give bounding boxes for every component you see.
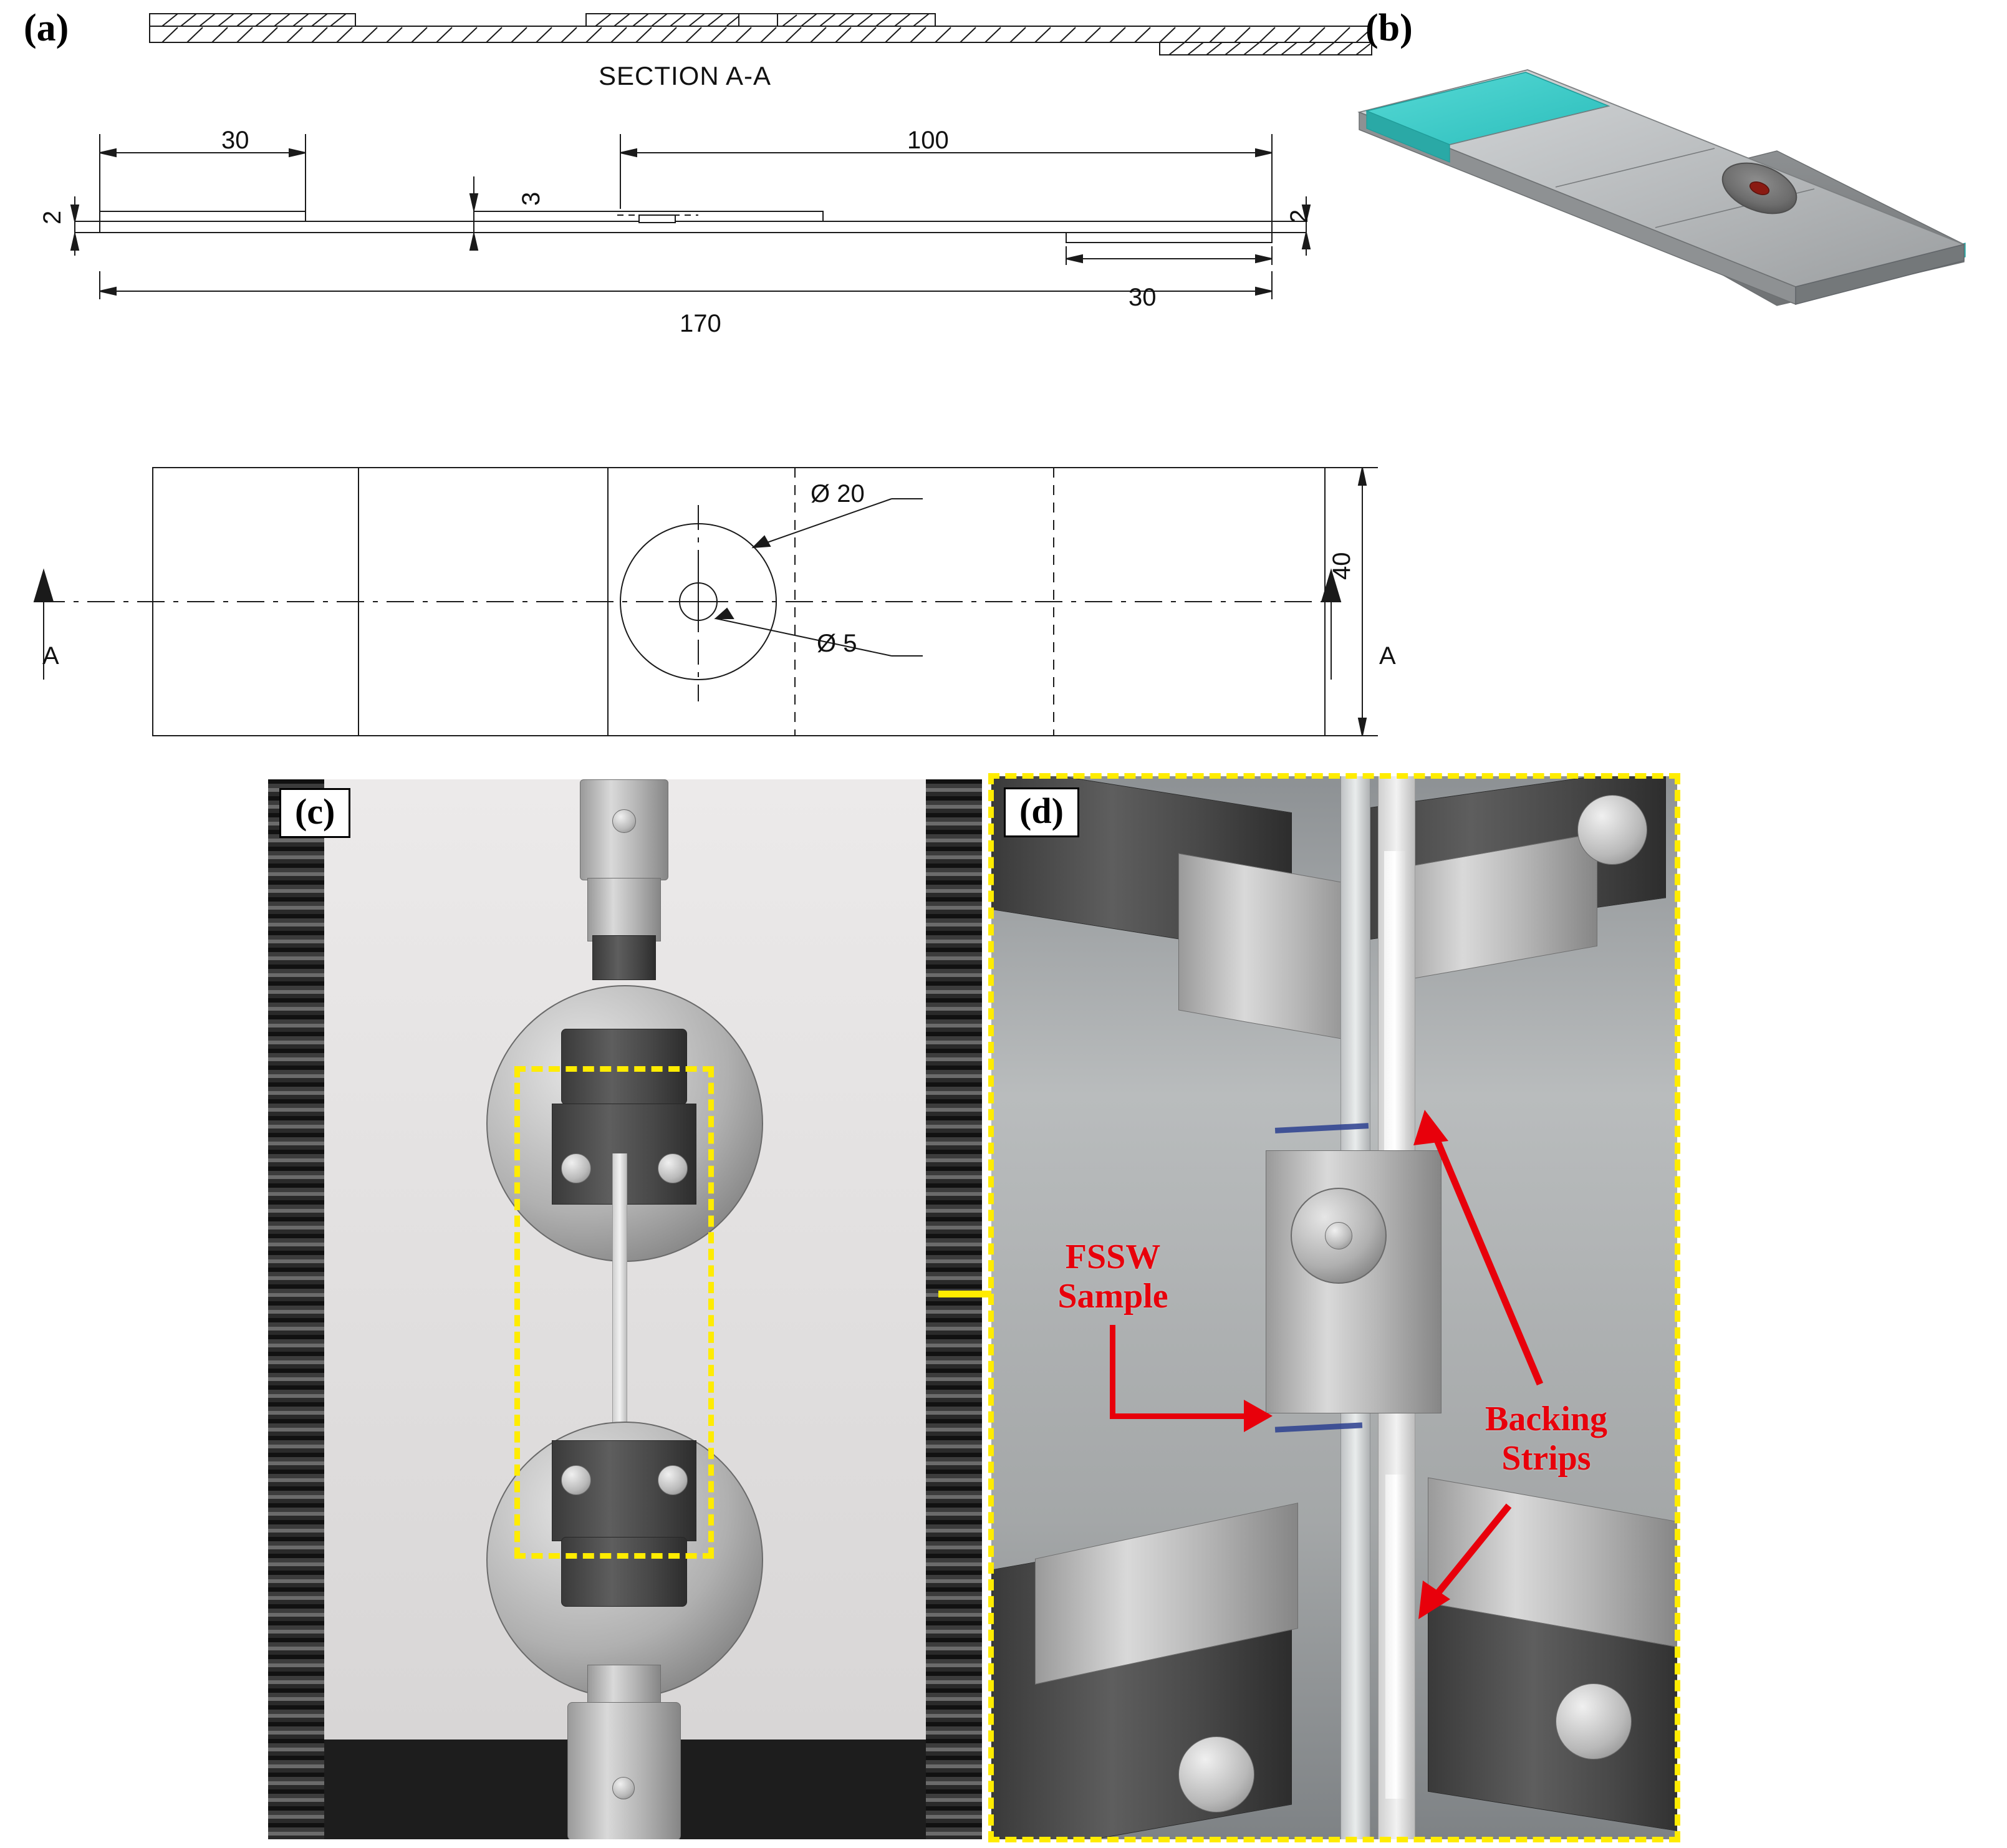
dim-total-length: 170 xyxy=(680,310,721,337)
fssw-sample-label-line2: Sample xyxy=(1057,1276,1168,1316)
dim-thickness-left: 2 xyxy=(39,210,66,224)
dim-free-length: 100 xyxy=(907,127,949,154)
section-mark-a-left: A xyxy=(42,642,59,670)
panel-b-isometric xyxy=(1340,37,2001,436)
backing-strips-label-line2: Strips xyxy=(1501,1438,1591,1478)
zoom-region-box xyxy=(514,1066,714,1559)
dim-stack-thickness: 3 xyxy=(517,191,545,206)
upper-clevis xyxy=(592,935,656,980)
fssw-sample-label-line1: FSSW xyxy=(1065,1238,1161,1276)
panel-c-photo xyxy=(268,779,982,1839)
panel-label-a: (a) xyxy=(24,7,69,49)
plan-drawing xyxy=(19,436,1422,761)
panel-label-c: (c) xyxy=(279,788,350,838)
dim-shoulder-diameter: Ø 20 xyxy=(811,480,865,508)
upper-coupling xyxy=(587,878,661,941)
lower-rod-pin xyxy=(612,1777,635,1799)
dim-overlap-left: 30 xyxy=(221,127,249,154)
dim-pin-diameter: Ø 5 xyxy=(817,630,857,657)
panel-d-frame xyxy=(988,773,1680,1842)
section-aa-caption: SECTION A-A xyxy=(599,61,772,90)
panel-label-d: (d) xyxy=(1004,787,1079,837)
isometric-specimen xyxy=(1340,37,2001,436)
section-mark-a-right: A xyxy=(1379,642,1396,670)
dim-overlap-right: 30 xyxy=(1129,284,1157,311)
backing-strips-label-line1: Backing xyxy=(1485,1400,1608,1438)
machine-bellows-left xyxy=(268,779,324,1839)
dim-width: 40 xyxy=(1328,552,1355,580)
panel-label-b: (b) xyxy=(1365,7,1413,49)
machine-bellows-right xyxy=(926,779,982,1839)
dim-thickness-right: 2 xyxy=(1286,209,1313,223)
upper-rod-pin xyxy=(612,809,636,833)
lower-load-cell xyxy=(567,1702,681,1839)
